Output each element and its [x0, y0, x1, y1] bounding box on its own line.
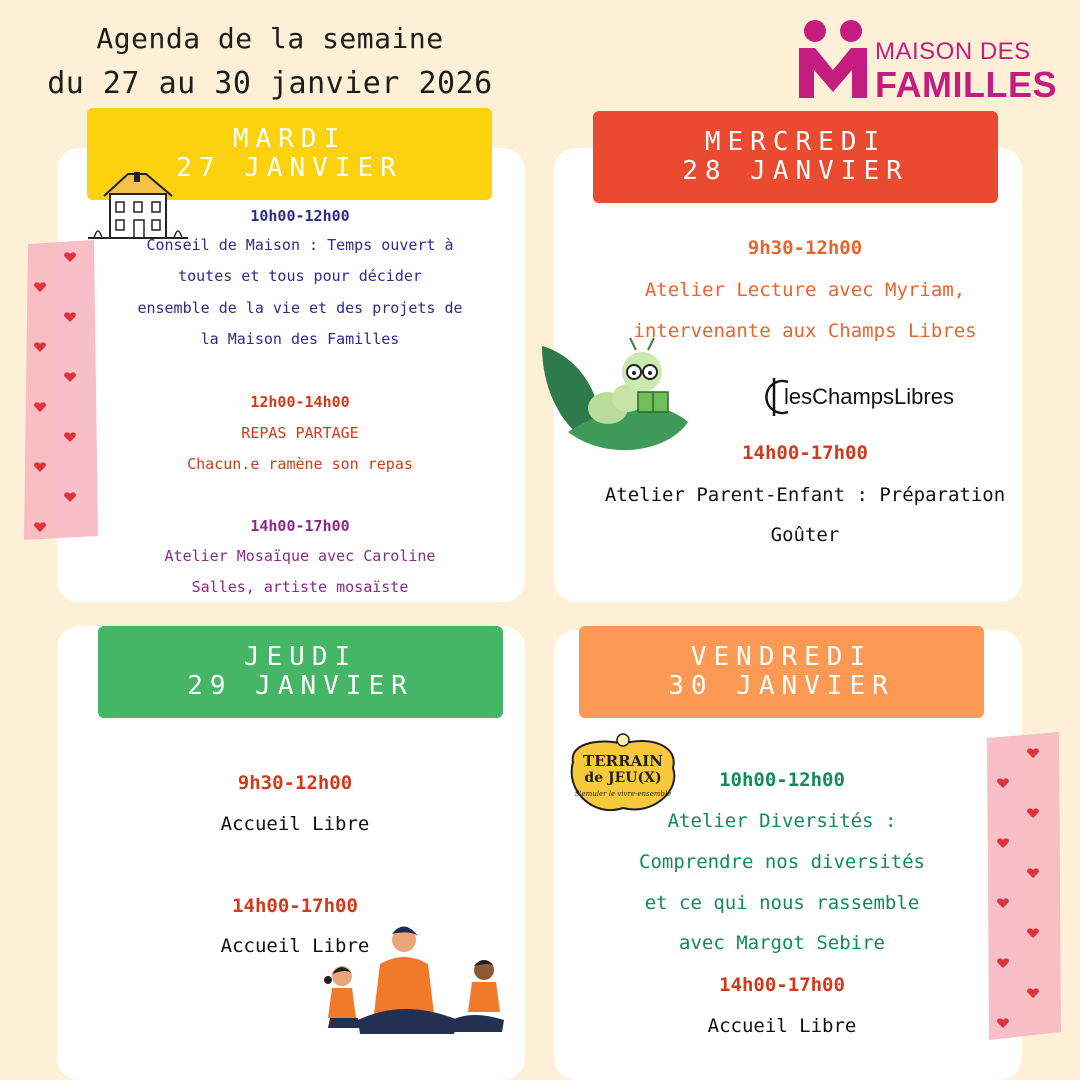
jeudi-event-2-line: Accueil Libre [220, 935, 370, 957]
mardi-event-1-line: Conseil de Maison : Temps ouvert à [146, 236, 454, 254]
banner-mercredi [593, 111, 998, 203]
mardi-event-1-time: 10h00-12h00 [250, 207, 350, 225]
mercredi-event-1-line: Atelier Lecture avec Myriam, [644, 279, 966, 301]
date-jeudi: 29 JANVIER [187, 671, 414, 701]
vendredi-event-2-line: Accueil Libre [707, 1015, 857, 1037]
vendredi-event-1-line: Comprendre nos diversités [639, 851, 925, 873]
logo-mark-icon [795, 18, 873, 100]
banner-jeudi [98, 626, 503, 718]
mercredi-event-2-line: Goûter [770, 524, 840, 546]
badge-line1: TERRAIN [583, 752, 663, 770]
logo-text-line2: FAMILLES [875, 64, 1057, 105]
mercredi-event-2-time: 14h00-17h00 [742, 442, 868, 464]
vendredi-event-1-line: Atelier Diversités : [667, 810, 897, 832]
heart-tape-decoration [22, 240, 100, 540]
jeudi-event-1-time: 9h30-12h00 [237, 772, 353, 794]
house-icon [88, 166, 188, 242]
logo-text-line1: MAISON DES [875, 38, 1031, 65]
mardi-event-2-line: Chacun.e ramène son repas [187, 455, 413, 473]
agenda-date-range: du 27 au 30 janvier 2026 [47, 66, 493, 101]
mardi-event-3-line: Salles, artiste mosaïste [191, 578, 409, 596]
vendredi-event-1-line: avec Margot Sebire [679, 932, 885, 954]
vendredi-event-2-time: 14h00-17h00 [719, 974, 845, 996]
mardi-event-2-time: 12h00-14h00 [250, 393, 350, 411]
banner-vendredi [579, 626, 984, 718]
heart-tape-decoration-right [985, 732, 1063, 1040]
jeudi-event-1-line: Accueil Libre [220, 813, 370, 835]
les-champs-libres-logo [760, 374, 1000, 420]
date-mercredi: 28 JANVIER [682, 156, 909, 186]
day-mardi: MARDI [232, 124, 347, 154]
vendredi-event-1-time: 10h00-12h00 [719, 769, 845, 791]
mardi-event-1-line: ensemble de la vie et des projets de [137, 299, 463, 317]
family-playing-illustration [318, 924, 508, 1044]
mardi-event-1-line: toutes et tous pour décider [178, 267, 422, 285]
badge-line3: S'emuler le vivre-ensemble [574, 790, 672, 798]
mardi-event-3-line: Atelier Mosaïque avec Caroline [164, 547, 436, 565]
mercredi-event-2-line: Atelier Parent-Enfant : Préparation [604, 484, 1006, 506]
mardi-event-2-line: REPAS PARTAGE [241, 424, 359, 442]
mardi-event-1-line: la Maison des Familles [200, 330, 400, 348]
mercredi-event-1-line: intervenante aux Champs Libres [633, 320, 977, 342]
mardi-event-3-time: 14h00-17h00 [250, 517, 350, 535]
date-mardi: 27 JANVIER [176, 153, 403, 183]
day-vendredi: VENDREDI [690, 642, 873, 672]
badge-line2: de JEU(X) [584, 770, 662, 786]
jeudi-event-2-time: 14h00-17h00 [232, 895, 358, 917]
agenda-title: Agenda de la semaine [96, 22, 444, 55]
date-vendredi: 30 JANVIER [668, 671, 895, 701]
vendredi-event-1-line: et ce qui nous rassemble [644, 892, 920, 914]
mercredi-event-1-time: 9h30-12h00 [747, 237, 863, 259]
maison-des-familles-logo [795, 18, 1057, 105]
champs-libres-text: lesChampsLibres [784, 384, 954, 409]
day-mercredi: MERCREDI [704, 127, 887, 157]
day-jeudi: JEUDI [243, 642, 358, 672]
